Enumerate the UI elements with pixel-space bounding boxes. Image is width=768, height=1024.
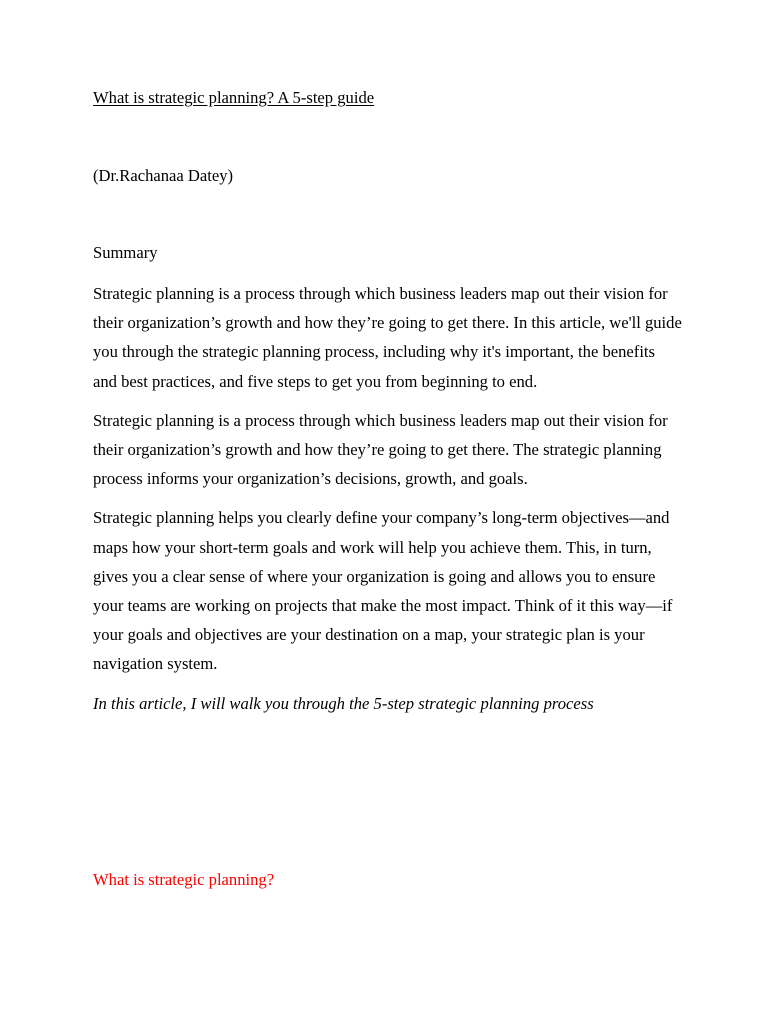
- document-title: What is strategic planning? A 5-step guide: [93, 88, 375, 107]
- paragraph: Strategic planning is a process through which business leaders map out their vision for their organization’s growth and how they’re going to get there. In this article, we'll guide you through the strategic planning process, including why it's important, the benefits and best practices, and five steps to get you from beginning to end.: [93, 284, 682, 391]
- summary-label: Summary: [93, 243, 158, 262]
- section-heading: What is strategic planning?: [93, 870, 275, 889]
- author-line: (Dr.Rachanaa Datey): [93, 166, 234, 185]
- paragraph: Strategic planning helps you clearly define your company’s long-term objectives—and maps how your short-term goals and work will help you achieve them. This, in turn, gives you a clear sense of where your organization is going and allows you to ensure your teams are working on projects that make the most impact. Think of it this way—if your goals and objectives are your destination on a map, your strategic plan is your navigation system.: [93, 508, 673, 674]
- body-text: [93, 279, 683, 728]
- paragraph: Strategic planning is a process through which business leaders map out their vision for their organization’s growth and how they’re going to get there. The strategic planning process informs your organization’s decisions, growth, and goals.: [93, 410, 668, 489]
- intro-italic-line: In this article, I will walk you through the 5-step strategic planning process: [93, 693, 594, 713]
